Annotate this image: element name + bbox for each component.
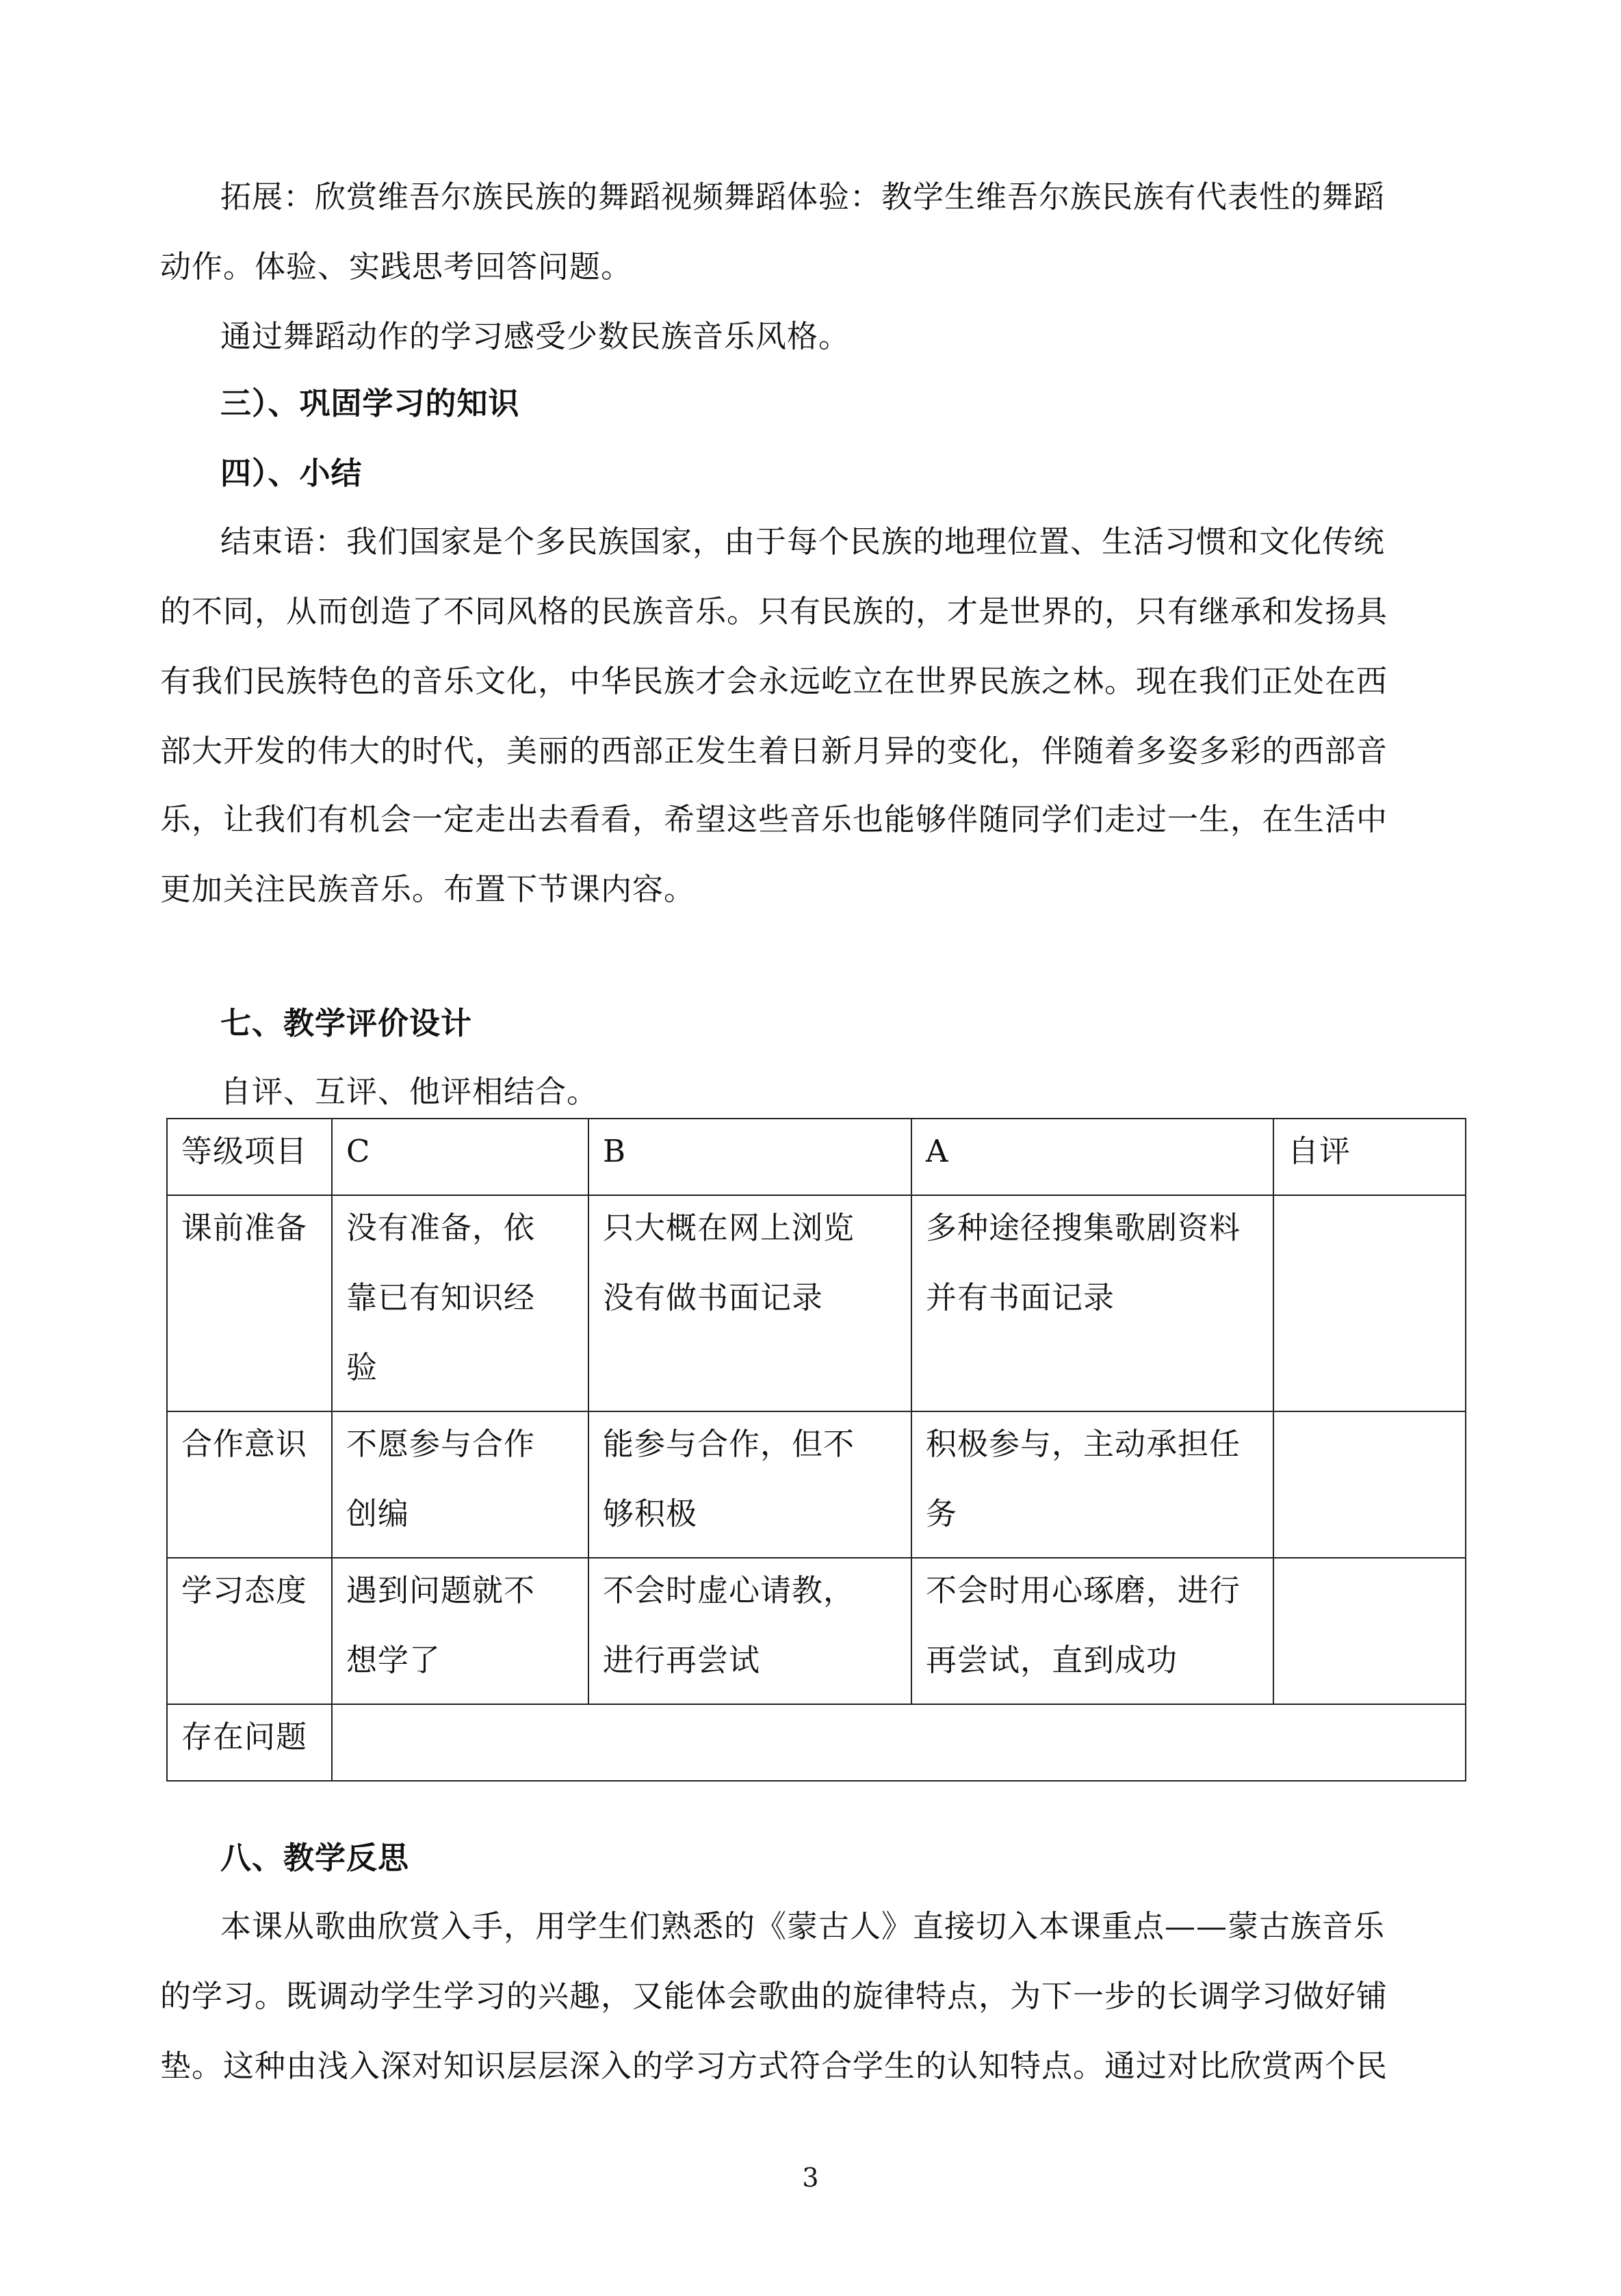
row-c-cell: 没有准备，依 靠已有知识经 验: [332, 1195, 588, 1411]
row-a-cell: 积极参与，主动承担任 务: [911, 1411, 1273, 1558]
heading-consolidate: 三）、巩固学习的知识: [220, 385, 520, 421]
heading-summary: 四）、小结: [220, 455, 363, 491]
section8-heading: 八、教学反思: [220, 1840, 410, 1876]
expand-paragraph-line-1: 拓展：欣赏维吾尔族民族的舞蹈视频舞蹈体验：教学生维吾尔族民族有代表性的舞蹈: [220, 179, 1386, 215]
closing-paragraph-line-5: 乐，让我们有机会一定走出去看看，希望这些音乐也能够伴随同学们走过一生，在生活中: [160, 801, 1388, 837]
row-b-cell: 能参与合作，但不 够积极: [588, 1411, 911, 1558]
header-cell-b: B: [588, 1119, 911, 1195]
header-cell-a: A: [911, 1119, 1273, 1195]
row-item-cell: 学习态度: [167, 1558, 332, 1704]
table-header-row: [167, 1119, 1466, 1195]
closing-paragraph-line-3: 有我们民族特色的音乐文化，中华民族才会永远屹立在世界民族之林。现在我们正处在西: [160, 663, 1388, 699]
table-row: [167, 1195, 1466, 1411]
row-item-cell: 合作意识: [167, 1411, 332, 1558]
style-paragraph: 通过舞蹈动作的学习感受少数民族音乐风格。: [220, 318, 851, 354]
reflection-line-1: 本课从歌曲欣赏入手，用学生们熟悉的《蒙古人》直接切入本课重点——蒙古族音乐: [220, 1908, 1386, 1944]
reflection-line-2: 的学习。既调动学生学习的兴趣，又能体会歌曲的旋律特点，为下一步的长调学习做好铺: [160, 1978, 1388, 2014]
section7-heading: 七、教学评价设计: [220, 1005, 473, 1041]
closing-paragraph-line-6: 更加关注民族音乐。布置下节课内容。: [160, 871, 696, 907]
header-cell-c: C: [332, 1119, 588, 1195]
closing-paragraph-line-2: 的不同，从而创造了不同风格的民族音乐。只有民族的，才是世界的，只有继承和发扬具: [160, 593, 1388, 629]
table-row: [167, 1558, 1466, 1704]
row-self-cell[interactable]: [1273, 1558, 1466, 1704]
section7-intro: 自评、互评、他评相结合。: [220, 1073, 599, 1110]
header-cell-item: 等级项目: [167, 1119, 332, 1195]
row-c-cell: 遇到问题就不 想学了: [332, 1558, 588, 1704]
row-b-cell: 不会时虚心请教， 进行再尝试: [588, 1558, 911, 1704]
page-number: 3: [802, 2163, 819, 2193]
table-row: [167, 1411, 1466, 1558]
header-cell-self: 自评: [1273, 1119, 1466, 1195]
evaluation-table: [166, 1118, 1466, 1782]
row-a-cell: 不会时用心琢磨，进行 再尝试，直到成功: [911, 1558, 1273, 1704]
reflection-line-3: 垫。这种由浅入深对知识层层深入的学习方式符合学生的认知特点。通过对比欣赏两个民: [160, 2048, 1388, 2084]
issues-label-cell: 存在问题: [167, 1704, 332, 1781]
closing-paragraph-line-4: 部大开发的伟大的时代，美丽的西部正发生着日新月异的变化，伴随着多姿多彩的西部音: [160, 733, 1388, 769]
row-a-cell: 多种途径搜集歌剧资料 并有书面记录: [911, 1195, 1273, 1411]
row-self-cell[interactable]: [1273, 1195, 1466, 1411]
issues-value-cell[interactable]: [332, 1704, 1466, 1781]
row-self-cell[interactable]: [1273, 1411, 1466, 1558]
table-issues-row: [167, 1704, 1466, 1781]
row-c-cell: 不愿参与合作 创编: [332, 1411, 588, 1558]
expand-paragraph-line-2: 动作。体验、实践思考回答问题。: [160, 248, 633, 285]
closing-paragraph-line-1: 结束语：我们国家是个多民族国家，由于每个民族的地理位置、生活习惯和文化传统: [220, 523, 1386, 560]
row-b-cell: 只大概在网上浏览 没有做书面记录: [588, 1195, 911, 1411]
row-item-cell: 课前准备: [167, 1195, 332, 1411]
